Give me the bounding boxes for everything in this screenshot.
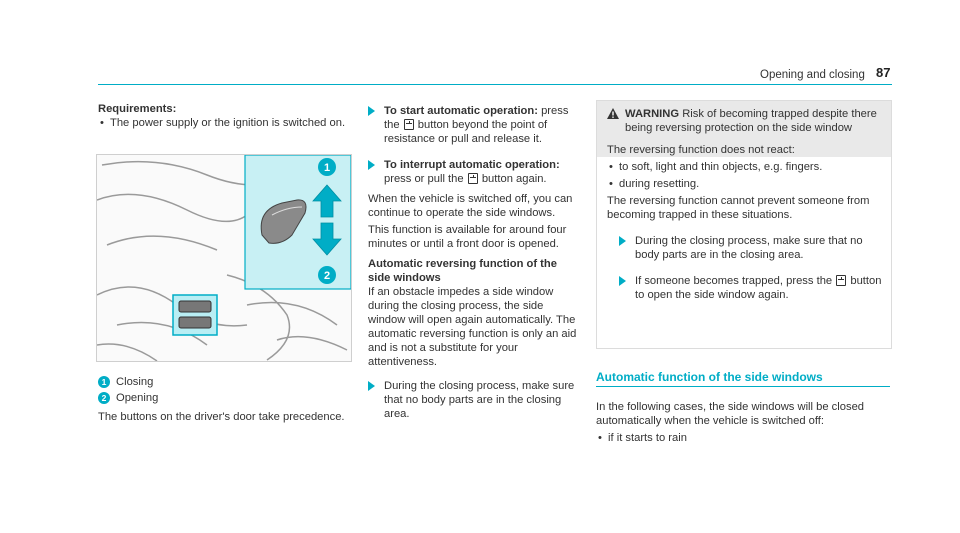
list-item: • to soft, light and thin objects, e.g. fingers. — [607, 160, 883, 174]
step-start-automatic — [368, 104, 580, 146]
step-arrow-icon — [368, 160, 375, 170]
legend-label-closing: Closing — [116, 376, 154, 388]
header-rule — [98, 84, 892, 85]
warning-paragraph: The reversing function cannot prevent someone from becoming trapped in these situations. — [607, 195, 870, 221]
figure-callout-1: 1 — [323, 162, 331, 174]
warning-step-trapped — [619, 274, 883, 302]
step-arrow-icon — [368, 381, 375, 391]
step-text: button to open the side window again. — [635, 275, 882, 301]
door-panel-illustration — [97, 155, 351, 361]
page-number: 87 — [876, 65, 891, 80]
window-button-icon — [404, 119, 414, 130]
step-text: button beyond the point of resistance or pull and release it. — [384, 119, 548, 145]
step-text: press the — [384, 105, 569, 131]
figure-callout-2: 2 — [323, 270, 331, 282]
legend-label-opening: Opening — [116, 392, 159, 404]
warning-triangle-icon — [607, 108, 619, 119]
switched-off-paragraph: When the vehicle is switched off, you can continue to operate the side windows. — [368, 193, 573, 219]
warning-text: Risk of becoming trapped despite there being reversing protection on the side window — [625, 108, 877, 134]
legend-item-closing — [98, 375, 348, 389]
reversing-paragraph: If an obstacle impedes a side window during the closing process, the side window will open again automatically. The automatic reversing function is only an aid and is not a substitute for your attentiveness. — [368, 286, 577, 368]
automatic-function-list — [596, 431, 890, 445]
step-text: button again. — [481, 173, 547, 185]
automatic-function-paragraph: In the following cases, the side windows will be closed automatically when the vehicle is switched off: — [596, 401, 865, 427]
step-text: If someone becomes trapped, press the — [635, 275, 833, 287]
warning-list — [607, 160, 883, 191]
warning-intro: The reversing function does not react: — [607, 144, 795, 156]
warning-content — [607, 107, 883, 302]
step-text: During the closing process, make sure that no body parts are in the closing area. — [635, 235, 863, 261]
automatic-function-body — [596, 400, 890, 445]
warning-box — [596, 100, 892, 349]
four-minutes-paragraph: This function is available for around four minutes or until a front door is opened. — [368, 224, 567, 250]
step-title: To interrupt automatic operation: — [384, 159, 560, 171]
list-item: • if it starts to rain — [596, 431, 890, 445]
requirements-block — [98, 102, 348, 130]
warning-label: WARNING — [625, 108, 680, 120]
running-header-title: Opening and closing — [760, 69, 865, 81]
middle-column — [368, 104, 580, 421]
figure-legend — [98, 375, 348, 424]
precedence-note: The buttons on the driver's door take precedence. — [98, 411, 345, 423]
window-button-icon — [836, 275, 846, 286]
legend-badge-1: 1 — [98, 376, 110, 388]
list-item: • The power supply or the ignition is switched on. — [98, 116, 348, 130]
step-arrow-icon — [619, 236, 626, 246]
automatic-function-title: Automatic function of the side windows — [596, 370, 823, 384]
step-arrow-icon — [619, 276, 626, 286]
step-closing-caution — [368, 379, 580, 421]
step-text: During the closing process, make sure that no body parts are in the closing area. — [384, 380, 575, 420]
section-rule — [596, 386, 890, 387]
warning-title — [607, 107, 883, 135]
legend-item-opening — [98, 391, 348, 405]
window-button-icon — [468, 173, 478, 184]
warning-step-closing — [619, 234, 883, 262]
door-panel-figure — [96, 154, 352, 362]
legend-badge-2: 2 — [98, 392, 110, 404]
reversing-heading: Automatic reversing function of the side windows — [368, 258, 557, 284]
step-arrow-icon — [368, 106, 375, 116]
step-title: To start automatic operation: — [384, 105, 538, 117]
requirements-list — [98, 116, 348, 130]
list-item: • during resetting. — [607, 177, 883, 191]
requirements-title: Requirements: — [98, 103, 177, 115]
step-interrupt-automatic — [368, 158, 580, 186]
step-text: press or pull the — [384, 173, 464, 185]
